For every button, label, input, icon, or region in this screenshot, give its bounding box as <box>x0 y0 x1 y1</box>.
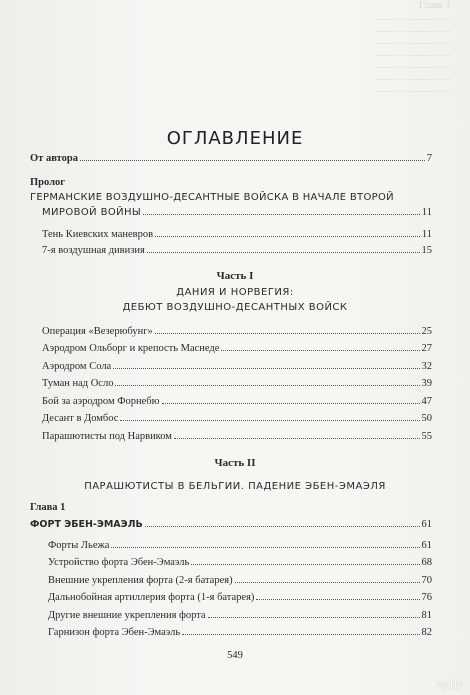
toc-entry <box>42 431 432 442</box>
prologue-title-line1: ГЕРМАНСКИЕ ВОЗДУШНО-ДЕСАНТНЫЕ ВОЙСКА В НАЧАЛЕ ВТОРОЙ <box>30 192 394 203</box>
toc-entry-prologue-title <box>42 207 432 218</box>
toc-entry <box>48 575 432 586</box>
entry-page: 82 <box>421 627 432 638</box>
entry-page: 11 <box>421 229 432 240</box>
entry-label: Аэродром Ольборг и крепость Маснеде <box>42 343 220 354</box>
chapter-heading: Глава 1 <box>30 502 66 513</box>
leader-dots <box>143 214 420 215</box>
entry-page: 7 <box>426 153 432 164</box>
prologue-heading: Пролог <box>30 177 66 188</box>
entry-label: Устройство форта Эбен-Эмаэль <box>48 557 190 568</box>
leader-dots <box>115 385 419 386</box>
page-number: 549 <box>227 650 243 661</box>
toc-entry <box>42 245 432 256</box>
entry-page: 61 <box>421 540 432 551</box>
toc-entry-chapter-title <box>30 519 432 530</box>
entry-page: 25 <box>421 326 432 337</box>
entry-label: Десант в Домбос <box>42 413 119 424</box>
toc-entry-author <box>30 153 432 164</box>
entry-label: Операция «Везерюбунг» <box>42 326 153 337</box>
entry-label: Аэродром Сола <box>42 361 112 372</box>
leader-dots <box>147 252 420 253</box>
toc-entry <box>48 592 432 603</box>
ghost-line: Глава 3 <box>419 0 450 11</box>
ghost-line: .............................. <box>375 48 450 59</box>
entry-page: 27 <box>421 343 432 354</box>
entry-page: 47 <box>421 396 432 407</box>
leader-dots <box>191 564 419 565</box>
leader-dots <box>256 599 419 600</box>
leader-dots <box>111 547 419 548</box>
part1-heading: Часть I <box>216 270 254 282</box>
leader-dots <box>221 350 419 351</box>
entry-page: 32 <box>421 361 432 372</box>
entry-page: 61 <box>421 519 432 530</box>
toc-entry <box>48 627 432 638</box>
part2-title-line1: ПАРАШЮТИСТЫ В БЕЛЬГИИ. ПАДЕНИЕ ЭБЕН-ЭМАЭЛЯ <box>84 481 386 492</box>
entry-page: 81 <box>421 610 432 621</box>
entry-label: От автора <box>30 153 78 164</box>
leader-dots <box>208 617 420 618</box>
entry-label: 7-я воздушная дивизия <box>42 245 145 256</box>
watermark: ay.by <box>436 679 462 691</box>
entry-label: Дальнобойная артиллерия форта (1-я батарея) <box>48 592 255 603</box>
entry-label: Внешние укрепления форта (2-я батарея) <box>48 575 233 586</box>
entry-page: 68 <box>421 557 432 568</box>
ghost-line: .............................. <box>375 84 450 95</box>
entry-label: Тень Киевских маневров <box>42 229 154 240</box>
toc-entry <box>42 396 432 407</box>
entry-label: Бой за аэродром Форнебю <box>42 396 160 407</box>
leader-dots <box>235 582 420 583</box>
entry-page: 11 <box>421 207 432 218</box>
leader-dots <box>113 368 419 369</box>
part1-title-line1: ДАНИЯ И НОРВЕГИЯ: <box>176 287 294 298</box>
leader-dots <box>155 333 420 334</box>
part1-title-line2: ДЕБЮТ ВОЗДУШНО-ДЕСАНТНЫХ ВОЙСК <box>122 302 348 313</box>
leader-dots <box>155 236 420 237</box>
entry-label: Гарнизон форта Эбен-Эмаэль <box>48 627 181 638</box>
entry-page: 76 <box>421 592 432 603</box>
toc-title: ОГЛАВЛЕНИЕ <box>166 128 304 149</box>
entry-page: 15 <box>421 245 432 256</box>
leader-dots <box>120 420 419 421</box>
ghost-line: .............................. <box>375 36 450 47</box>
part2-heading: Часть II <box>214 457 256 469</box>
toc-entry <box>42 378 432 389</box>
toc-entry <box>42 413 432 424</box>
leader-dots <box>182 634 419 635</box>
toc-entry <box>42 326 432 337</box>
toc-entry <box>48 557 432 568</box>
leader-dots <box>145 526 420 527</box>
entry-page: 39 <box>421 378 432 389</box>
leader-dots <box>80 160 425 161</box>
toc-entry <box>42 361 432 372</box>
entry-page: 70 <box>421 575 432 586</box>
leader-dots <box>174 438 420 439</box>
ghost-line: .............................. <box>375 24 450 35</box>
toc-entry <box>48 610 432 621</box>
entry-page: 50 <box>421 413 432 424</box>
toc-entry <box>48 540 432 551</box>
entry-page: 55 <box>421 431 432 442</box>
toc-entry <box>42 343 432 354</box>
ghost-line: .............................. <box>375 60 450 71</box>
entry-label: Парашютисты под Нарвиком <box>42 431 172 442</box>
entry-label: Другие внешние укрепления форта <box>48 610 206 621</box>
toc-entry <box>42 229 432 240</box>
ghost-line: .............................. <box>375 12 450 23</box>
entry-label: ФОРТ ЭБЕН-ЭМАЭЛЬ <box>30 519 143 530</box>
entry-label: Форты Льежа <box>48 540 110 551</box>
entry-label: Туман над Осло <box>42 378 114 389</box>
entry-label: МИРОВОЙ ВОЙНЫ <box>42 207 142 218</box>
leader-dots <box>162 403 420 404</box>
ghost-line: .............................. <box>375 72 450 83</box>
bleed-through-text <box>205 0 450 95</box>
